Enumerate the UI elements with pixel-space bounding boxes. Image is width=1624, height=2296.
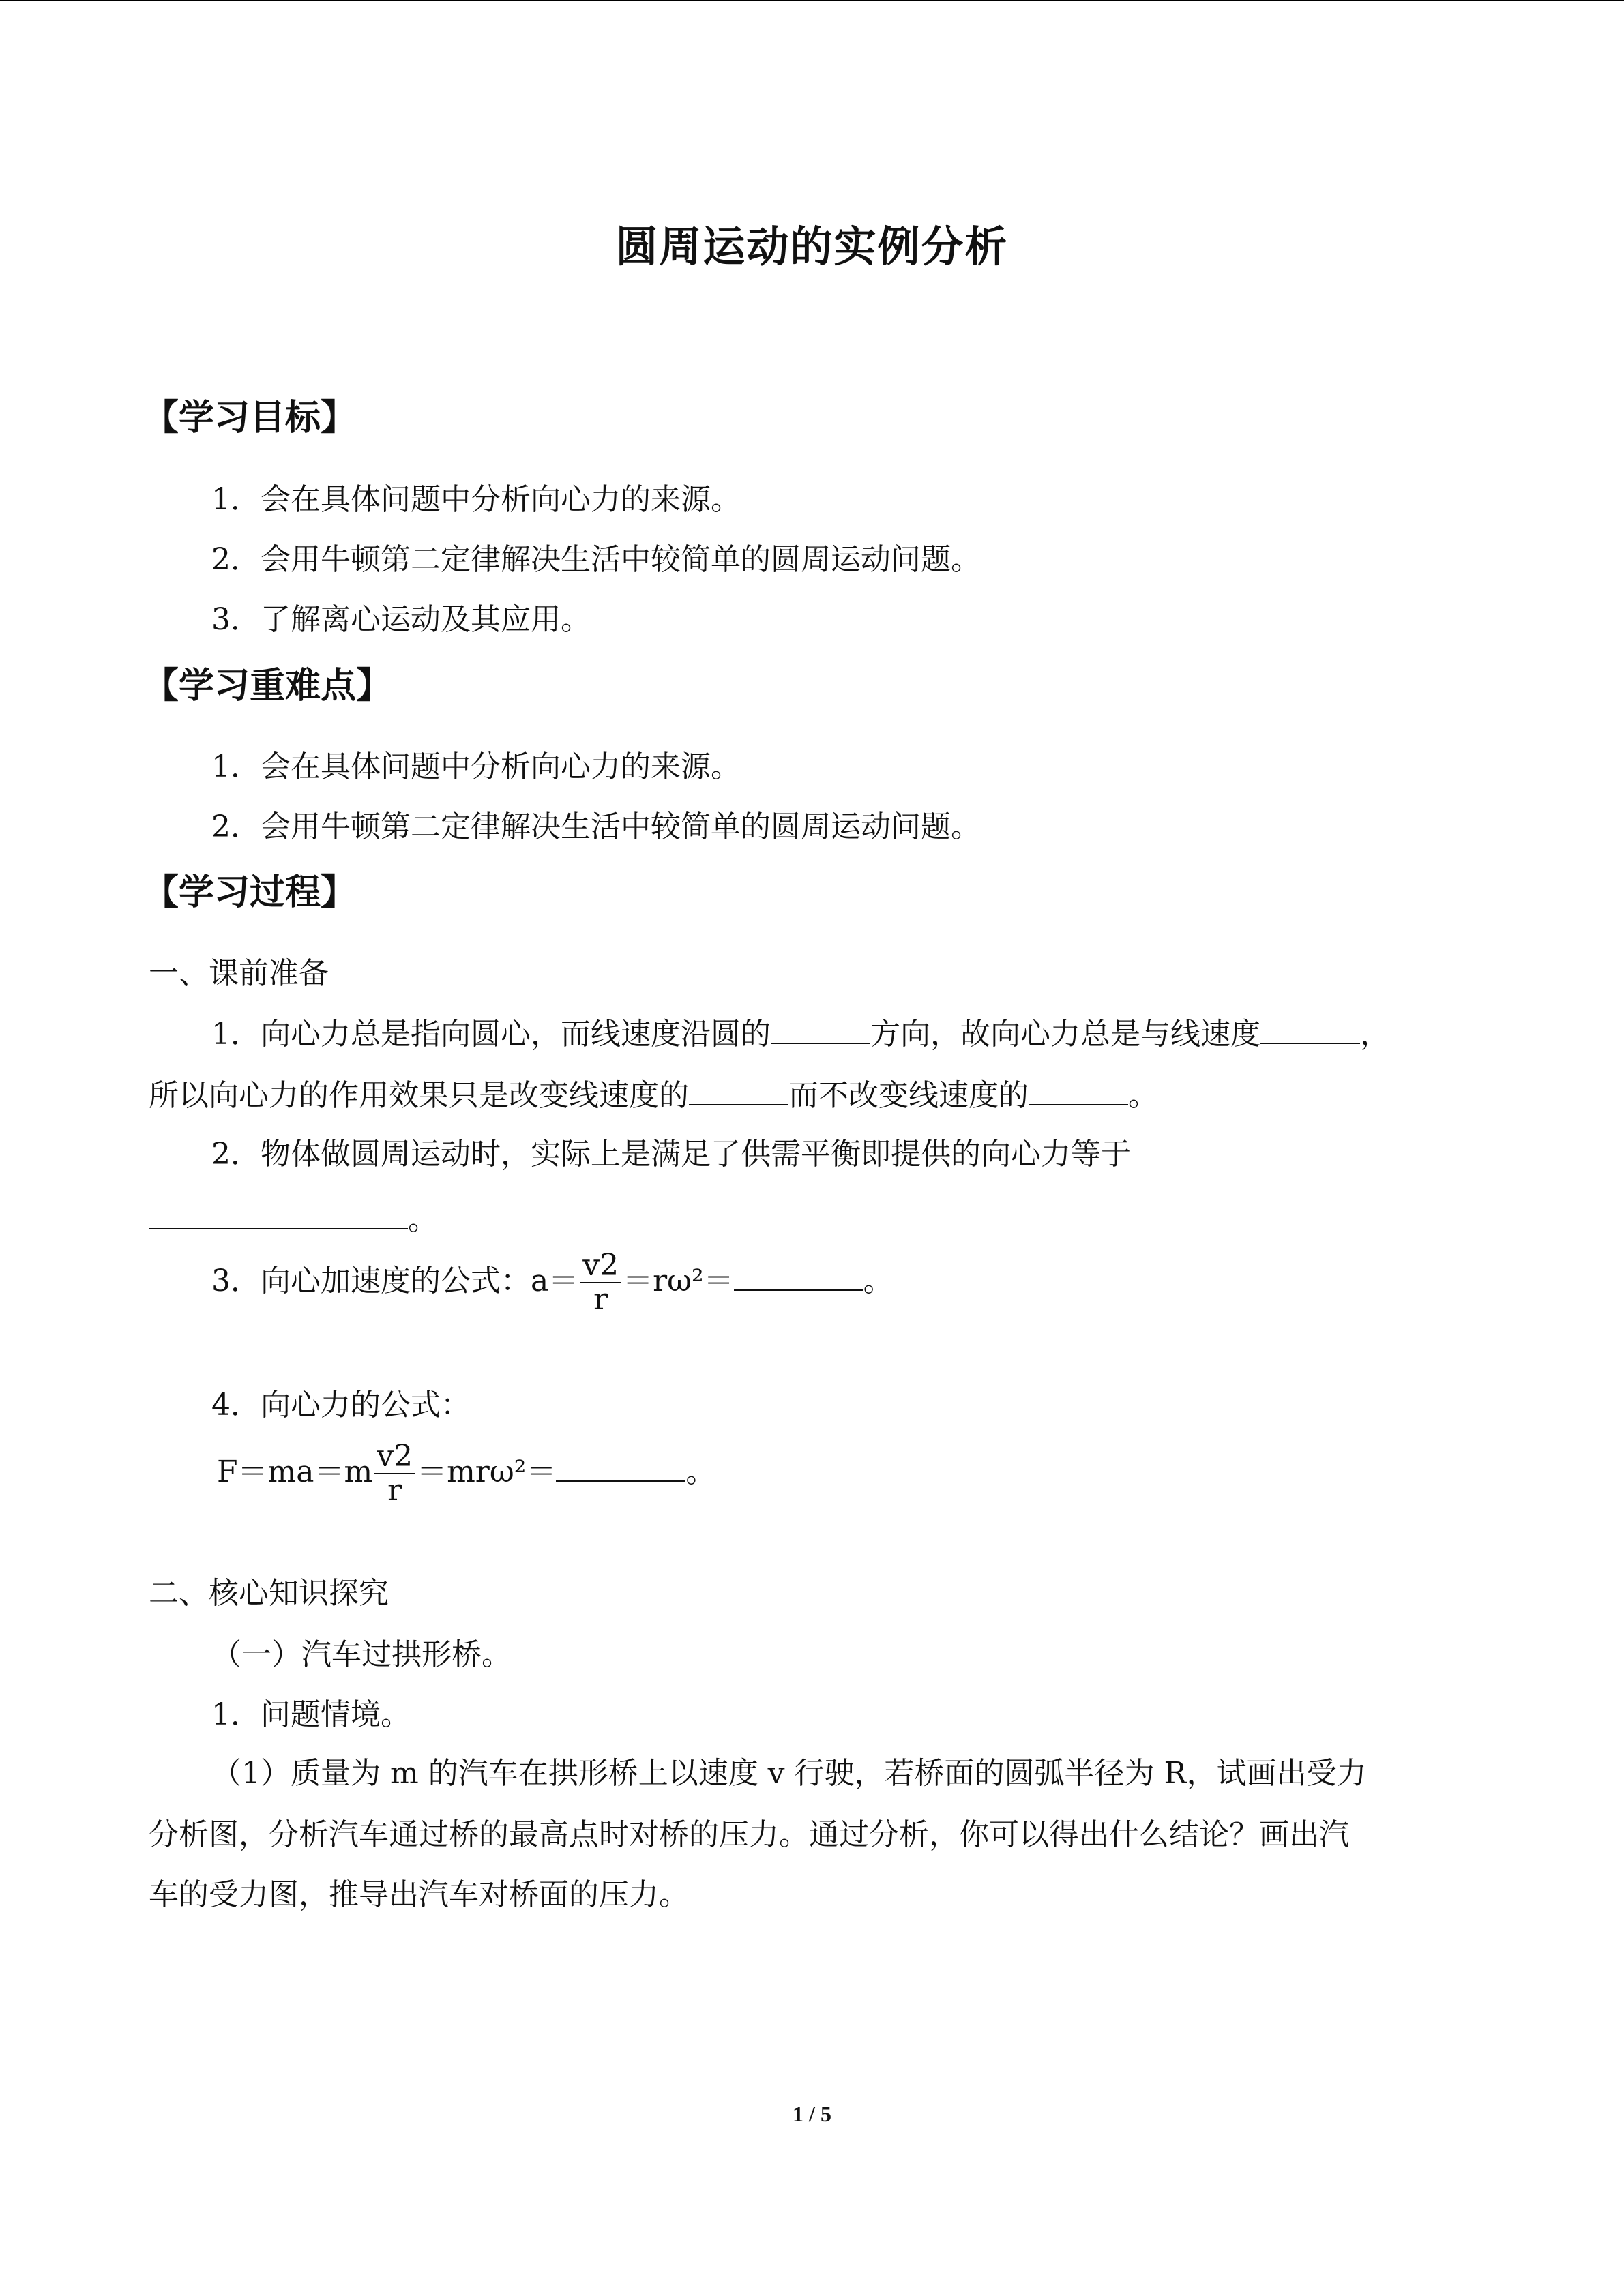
q1-text-a: 1．向心力总是指向圆心，而线速度沿圆的 [211, 1017, 771, 1052]
fraction-denominator: r [593, 1282, 608, 1317]
fraction [580, 1249, 621, 1317]
question-4-label: 4．向心力的公式： [211, 1388, 471, 1422]
blank-field[interactable] [689, 1074, 788, 1105]
question-2-line-2 [149, 1195, 438, 1238]
q3-text-c: 。 [863, 1263, 894, 1298]
q4-text-a: F＝ma＝m [217, 1454, 373, 1489]
q1-text-f: 。 [1128, 1078, 1158, 1113]
blank-field[interactable] [771, 1013, 870, 1044]
blank-field[interactable] [149, 1198, 408, 1229]
fraction-numerator: v2 [377, 1439, 413, 1474]
paragraph-line-2: 分析图，分析汽车通过桥的最高点时对桥的压力。通过分析，你可以得出什么结论？画出汽 [149, 1817, 1349, 1852]
goal-item-3: 3．了解离心运动及其应用。 [211, 602, 591, 637]
top-border [0, 0, 1624, 1]
blank-field[interactable] [556, 1450, 685, 1482]
question-3 [211, 1249, 894, 1317]
page-number: 1 / 5 [793, 2102, 831, 2126]
paragraph-line-1: （1）质量为 m 的汽车在拱形桥上以速度 v 行驶，若桥面的圆弧半径为 R，试画出受力 [211, 1756, 1367, 1791]
blank-field[interactable] [1260, 1013, 1360, 1044]
part1-title: 一、课前准备 [149, 956, 329, 991]
q1-text-c: ， [1360, 1017, 1390, 1052]
subsection-1-item: 1．问题情境。 [211, 1697, 411, 1732]
part2-title: 二、核心知识探究 [149, 1576, 389, 1611]
section-heading-process: 【学习过程】 [143, 872, 357, 913]
question-4-formula [217, 1440, 715, 1508]
section-heading-keypoints: 【学习重难点】 [143, 666, 392, 706]
goal-item-1: 1．会在具体问题中分析向心力的来源。 [211, 482, 741, 517]
goal-item-2: 2．会用牛顿第二定律解决生活中较简单的圆周运动问题。 [211, 542, 981, 577]
q3-text-b: ＝rω²＝ [623, 1263, 734, 1298]
q1-text-b: 方向，故向心力总是与线速度 [870, 1017, 1260, 1052]
q4-text-b: ＝mrω²＝ [417, 1454, 557, 1489]
page-title: 圆周运动的实例分析 [615, 222, 1009, 271]
q2-text-b: 。 [408, 1202, 438, 1237]
keypoint-item-1: 1．会在具体问题中分析向心力的来源。 [211, 749, 741, 784]
question-1-line-2 [149, 1071, 1158, 1114]
blank-field[interactable] [734, 1259, 863, 1291]
fraction [374, 1440, 415, 1508]
subsection-1-title: （一）汽车过拱形桥。 [211, 1637, 512, 1672]
q3-text-a: 3．向心加速度的公式：a＝ [211, 1263, 579, 1298]
paragraph-line-3: 车的受力图，推导出汽车对桥面的压力。 [149, 1877, 689, 1912]
fraction-denominator: r [387, 1473, 402, 1508]
q4-text-c: 。 [685, 1454, 716, 1489]
q1-text-e: 而不改变线速度的 [788, 1078, 1029, 1113]
section-heading-goals: 【学习目标】 [143, 398, 357, 438]
question-2-line-1: 2．物体做圆周运动时，实际上是满足了供需平衡即提供的向心力等于 [211, 1137, 1131, 1172]
blank-field[interactable] [1029, 1074, 1128, 1105]
question-1-line-1 [211, 1009, 1390, 1053]
fraction-numerator: v2 [582, 1248, 619, 1283]
q1-text-d: 所以向心力的作用效果只是改变线速度的 [149, 1078, 689, 1113]
keypoint-item-2: 2．会用牛顿第二定律解决生活中较简单的圆周运动问题。 [211, 809, 981, 844]
